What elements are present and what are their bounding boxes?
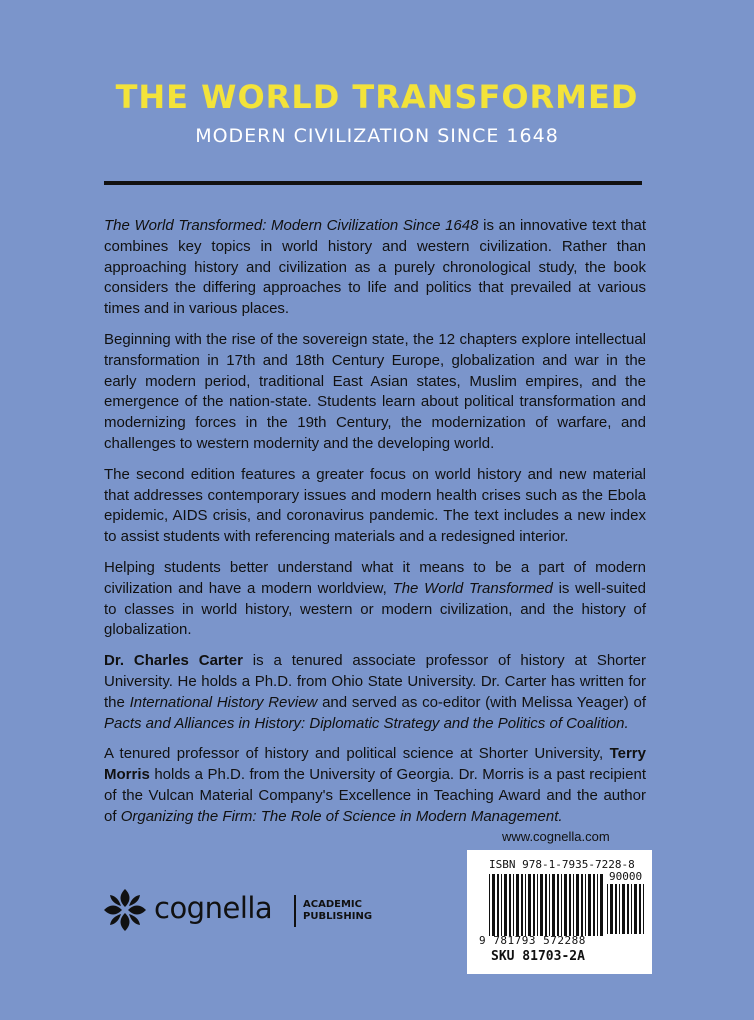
publisher-name: cognella bbox=[154, 891, 273, 925]
back-cover-description bbox=[104, 216, 646, 838]
publisher-tagline: ACADEMIC PUBLISHING bbox=[303, 899, 373, 922]
ean-barcode-icon bbox=[489, 874, 603, 936]
paragraph-audience: Helping students better understand what it means to be a part of modern civilization and have a modern worldview, The World Transformed is well-suited to classes in world history, western or modern civilization, and the history of globalization. bbox=[104, 558, 646, 639]
book-title: THE WORLD TRANSFORMED bbox=[115, 78, 639, 116]
logo-separator bbox=[294, 895, 296, 927]
addon-digits: 90000 bbox=[609, 870, 643, 883]
title-divider bbox=[104, 181, 642, 185]
publisher-logo bbox=[102, 887, 392, 937]
book-subtitle: MODERN CIVILIZATION SINCE 1648 bbox=[195, 125, 559, 147]
paragraph-intro: The World Transformed: Modern Civilization Since 1648 is an innovative text that combines key topics in world history and western civilization. Rather than approaching history and civilization as a purely chronological study, the book considers the differing approaches to life and politics that prevailed at various times and in various places. bbox=[104, 217, 646, 318]
paragraph-author-carter: Dr. Charles Carter is a tenured associate professor of history at Shorter University. He holds a Ph.D. from Ohio State University. Dr. Carter has written for the International History Review and served as co-editor (with Melissa Yeager) of Pacts and Alliances in History: Diplomatic Strategy and the Politics of Coalition. bbox=[104, 652, 647, 732]
barcode-label bbox=[467, 850, 652, 974]
paragraph-edition: The second edition features a greater focus on world history and new material that addresses contemporary issues and modern health crises such as the Ebola epidemic, AIDS crisis, and coronavirus pandemic. The text includes a new index to assist students with referencing materials and a redesigned interior. bbox=[104, 465, 646, 546]
cognella-logo-icon bbox=[102, 887, 148, 933]
ean-digits: 9 781793 572288 bbox=[479, 934, 586, 947]
publisher-url[interactable]: www.cognella.com bbox=[502, 829, 610, 844]
addon-barcode-icon bbox=[607, 884, 645, 934]
sku-text: SKU 81703-2A bbox=[491, 949, 585, 964]
isbn-text: ISBN 978-1-7935-7228-8 bbox=[489, 858, 635, 871]
paragraph-author-morris: A tenured professor of history and political science at Shorter University, Terry Morris holds a Ph.D. from the University of Georgia. Dr. Morris is a past recipient of the Vulcan Material Company's Excellence in Teaching Award and the author of Organizing the Firm: The Role of Science in Modern Management. bbox=[104, 745, 646, 825]
paragraph-chapters: Beginning with the rise of the sovereign state, the 12 chapters explore intellectual transformation in 17th and 18th Century Europe, globalization and war in the early modern period, traditional East Asian states, Muslim empires, and the emergence of the nation-state. Students learn about political transformation and modernizing forces in the 19th Century, the modernization of warfare, and challenges to western modernity and the developing world. bbox=[104, 330, 646, 452]
